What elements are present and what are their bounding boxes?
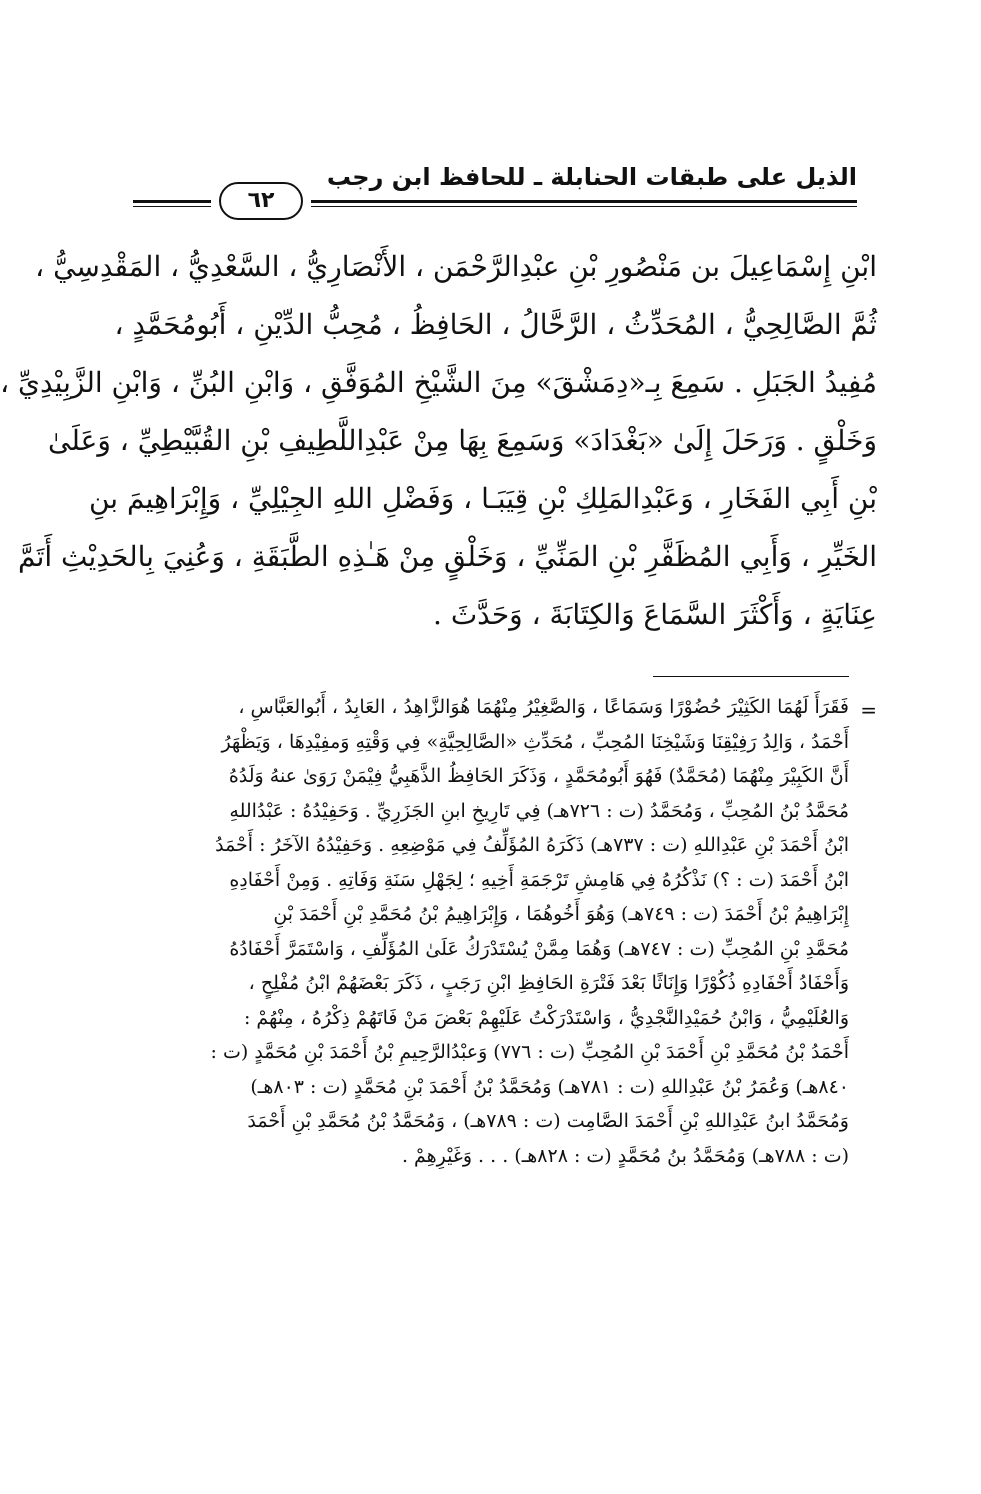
footnotes <box>129 690 849 1173</box>
footnote-continuation-mark: = <box>860 698 877 722</box>
header-rule-right <box>311 200 857 203</box>
footnote-line: وَمُحَمَّدُ ابنُ عَبْدِاللهِ بْنِ أَحْمَدَ الصَّامِت (ت : ٧٨٩هـ) ، وَمُحَمَّدُ بْنُ مُحَمَّدِ بْنِ أَحْمَدَ <box>247 1110 849 1132</box>
main-text-line: ابْنِ إِسْمَاعِيلَ بن مَنْصُورِ بْنِ عبْدِالرَّحْمَن ، الأَنْصَارِيُّ ، السَّعْدِيُّ ، المَقْدِسِيُّ ، <box>35 250 877 283</box>
footnote-line: ٨٤٠هـ) وَعُمَرُ بْنُ عَبْدِاللهِ (ت : ٧٨١هـ) وَمُحَمَّدُ بْنُ أَحْمَدَ بْنِ مُحَمَّدٍ (ت : ٨٠٣هـ) <box>250 1075 849 1098</box>
footnote-line: أَحْمَدُ ، وَالِدُ رَفِيْقِنَا وَشَيْخِنَا المُحِبِّ ، مُحَدِّثِ «الصَّالِحِيَّةِ» فِي وَقْتِهِ وَمفِيْدِهَا ، وَيَظْهَرُ <box>221 730 849 753</box>
main-text-line: ثُمَّ الصَّالِحِيُّ ، المُحَدِّثُ ، الرَّحَّالُ ، الحَافِظُ ، مُحِبُّ الدِّيْنِ ، أَبُومُحَمَّدٍ ، <box>114 308 877 341</box>
main-text-line: عِنَايَةٍ ، وَأَكْثَرَ السَّمَاعَ وَالكِتَابَةَ ، وَحَدَّثَ . <box>433 598 877 631</box>
footnote-separator <box>653 676 849 677</box>
main-text <box>0 238 877 644</box>
footnote-line: مُحَمَّدِ بْنِ المُحِبِّ (ت : ٧٤٧هـ) وَهُمَا مِمَّنْ يُسْتَدْرَكُ عَلَىٰ المُؤَلِّفِ ، وَاسْتَمَرَّ أَحْفَادُهُ <box>229 937 849 960</box>
footnote-line: إِبْرَاهِيمُ بْنُ أَحْمَدَ (ت : ٧٤٩هـ) وَهُوَ أَخُوهُمَا ، وَإِبْرَاهِيمُ بْنُ مُحَمَّدِ بْنِ أَحْمَدَ بْنِ <box>273 903 849 925</box>
footnote-line: أَنَّ الكَبِيْرَ مِنْهُمَا (مُحَمَّدٌ) فَهُوَ أَبُومُحَمَّدٍ ، وَذَكَرَ الحَافِظُ الذَّهَبِيُّ فِيْمَنْ رَوَىٰ عنهُ وَلَدُهُ <box>228 765 849 787</box>
footnote-line: أَحْمَدُ بْنُ مُحَمَّدِ بْنِ أَحْمَدَ بْنِ المُحِبِّ (ت : ٧٧٦) وَعبْدُالرَّحِيمِ بْنُ أَحْمَدَ بْنِ مُحَمَّدٍ (ت : <box>210 1041 849 1063</box>
footnote-line: مُحَمَّدُ بْنُ المُحِبِّ ، وَمُحَمَّدُ (ت : ٧٢٦هـ) فِي تَارِيخِ ابنِ الجَزَرِيِّ . وَحَفِيْدُهُ : عَبْدُاللهِ <box>229 799 849 822</box>
footnote-line: (ت : ٧٨٨هـ) وَمُحَمَّدُ بنُ مُحَمَّدٍ (ت : ٨٢٨هـ) . . . وَغَيْرِهِمْ . <box>401 1144 849 1167</box>
footnote-line: وَأَحْفَادُ أَحْفَادِهِ ذُكُوْرًا وَإِنَاثًا بَعْدَ فَتْرَةِ الحَافِظِ ابْنِ رَجَبٍ ، ذَكَرَ بَعْضَهُمْ ابْنُ مُفْلِحٍ ، <box>248 972 849 994</box>
main-text-line: وَخَلْقٍ . وَرَحَلَ إِلَىٰ «بَغْدَادَ» وَسَمِعَ بِهَا مِنْ عَبْدِاللَّطِيفِ بْنِ القُبَّيْطِيِّ ، وَعَلَىٰ <box>48 424 877 457</box>
page-number: ٦٢ <box>219 182 303 220</box>
page-header <box>133 160 857 230</box>
footnote-line: فَقَرَأَ لَهُمَا الكَثِيْرَ حُضُوْرًا وَسَمَاعًا ، وَالصَّغِيْرُ مِنْهُمَا هُوَالزَّاهِدُ ، العَابِدُ ، أَبُوالعَبَّاسِ ، <box>238 696 849 718</box>
footnote-line: ابْنُ أَحْمَدَ بْنِ عَبْدِاللهِ (ت : ٧٣٧هـ) ذَكَرَهُ المُؤَلِّفُ فِي مَوْضِعِهِ . وَحَفِيْدُهُ الآخَرُ : أَحْمَدُ <box>215 834 849 856</box>
running-title: الذيل على طبقات الحنابلة ـ للحافظ ابن رجب <box>326 163 857 191</box>
footnote-line: ابْنُ أَحْمَدَ (ت : ؟) نَذْكُرُهُ فِي هَامِشِ تَرْجَمَةِ أَخِيهِ ؛ لِجَهْلِ سَنَةِ وَفَاتِهِ . وَمِنْ أَحْفَادِهِ <box>229 868 849 891</box>
header-rule-left <box>133 200 211 203</box>
footnote-line: وَالعُلَيْمِيُّ ، وَابْنُ حُمَيْدِالنَّجْدِيُّ ، وَاسْتَدْرَكْتُ عَلَيْهِمْ بَعْضَ مَنْ فَاتَهُمْ ذِكْرُهُ ، مِنْهُمْ : <box>243 1006 849 1029</box>
main-text-line: الخَيِّرِ ، وَأَبِي المُظَفَّرِ بْنِ المَنِّيِّ ، وَخَلْقٍ مِنْ هَـٰذِهِ الطَّبَقَةِ ، وَعُنِيَ بِالحَدِيْثِ أَتَمَّ <box>17 540 877 573</box>
main-text-line: بْنِ أَبِي الفَخَارِ ، وَعَبْدِالمَلِكِ بْنِ قِيَبَـا ، وَفَضْلِ اللهِ الجِيْلِيِّ ، وَإِبْرَاهِيمَ بنِ <box>88 482 877 515</box>
main-text-line: مُفِيدُ الجَبَلِ . سَمِعَ بِـ«دِمَشْقَ» مِنَ الشَّيْخِ المُوَفَّقِ ، وَابْنِ البُنِّ ، وَابْنِ الزَّبِيْدِيِّ ، <box>0 366 877 399</box>
